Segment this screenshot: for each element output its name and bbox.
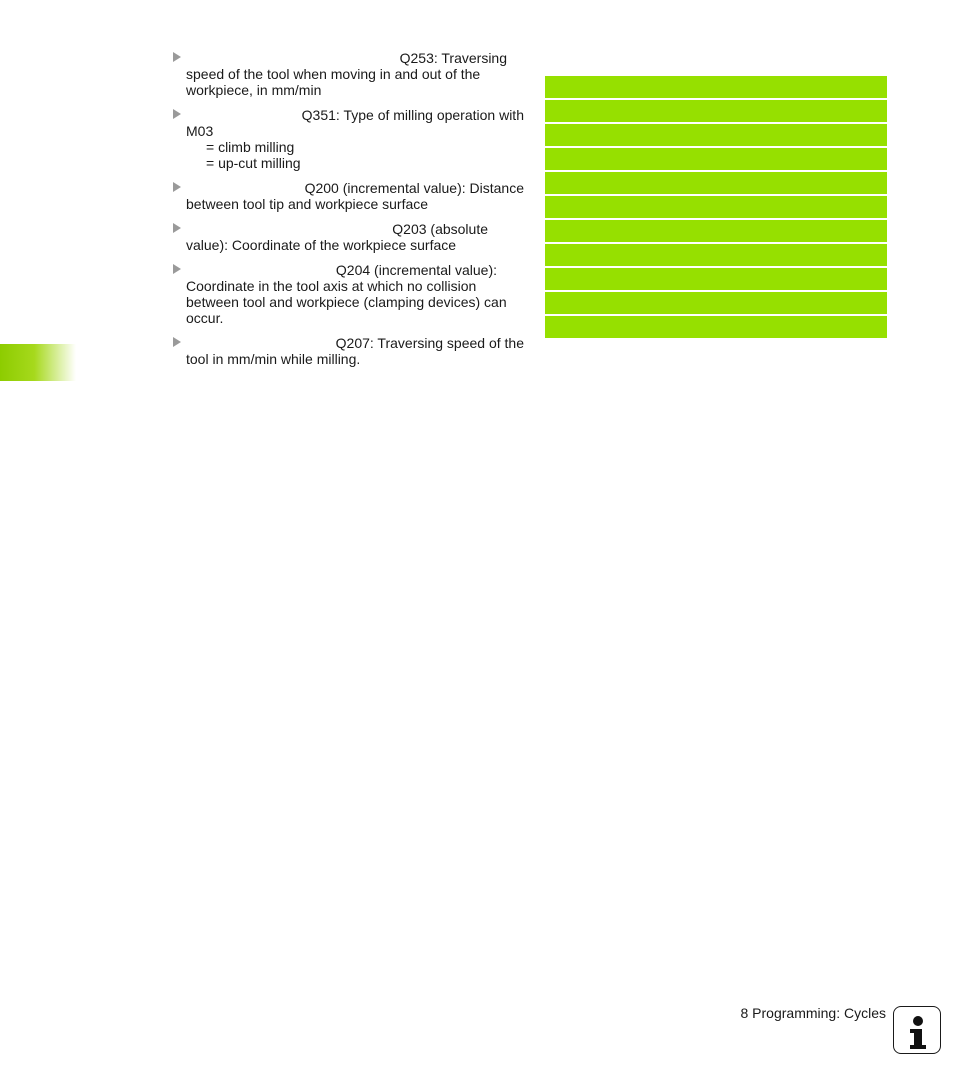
triangle-right-icon [173,109,181,119]
param-code: Q207 [335,335,370,351]
param-text: occur. [186,310,224,326]
highlight-bar [545,196,887,218]
param-text: M03 [186,123,214,139]
highlight-bar [545,268,887,290]
param-text: speed of the tool when moving in and out of the [186,66,481,82]
param-code: Q204 [335,262,371,278]
param-code: Q203 [392,221,427,237]
param-text: between tool and workpiece (clamping devices) can [186,294,507,310]
param-text: workpiece, in mm/min [186,82,322,98]
param-option: = up-cut milling [206,155,301,171]
highlight-bar [545,148,887,170]
param-text: value): Coordinate of the workpiece surface [186,237,457,253]
highlight-bar [545,220,887,242]
triangle-right-icon [173,52,181,62]
param-q204 [172,262,524,326]
triangle-right-icon [173,182,181,192]
param-text: (incremental value): Distance [338,180,524,196]
highlight-bar [545,244,887,266]
param-text: (incremental value): [370,262,497,278]
highlight-bar [545,292,887,314]
highlight-bar [545,172,887,194]
param-text: : Traversing speed of the [369,335,524,351]
param-text: : Type of milling operation with [335,107,524,123]
param-q200 [172,180,524,212]
param-code: Q200 [304,180,339,196]
chapter-side-tab [0,344,76,381]
param-option: = climb milling [206,139,295,155]
param-q351 [172,107,524,171]
param-text: Coordinate in the tool axis at which no collision [186,278,477,294]
highlight-bar [545,124,887,146]
param-q253 [172,50,524,98]
highlight-bar [545,316,887,338]
param-text: tool in mm/min while milling. [186,351,361,367]
param-code: Q351 [301,107,336,123]
param-text: : Traversing [433,50,507,66]
param-q207 [172,335,524,367]
triangle-right-icon [173,223,181,233]
highlight-bars [545,76,887,340]
triangle-right-icon [173,337,181,347]
parameter-list [172,50,524,376]
triangle-right-icon [173,264,181,274]
param-text: (absolute [426,221,488,237]
info-icon [893,1006,941,1054]
param-code: Q253 [399,50,434,66]
highlight-bar [545,76,887,98]
chapter-label: 8 Programming: Cycles [740,1005,886,1021]
param-text: between tool tip and workpiece surface [186,196,429,212]
param-q203 [172,221,524,253]
highlight-bar [545,100,887,122]
